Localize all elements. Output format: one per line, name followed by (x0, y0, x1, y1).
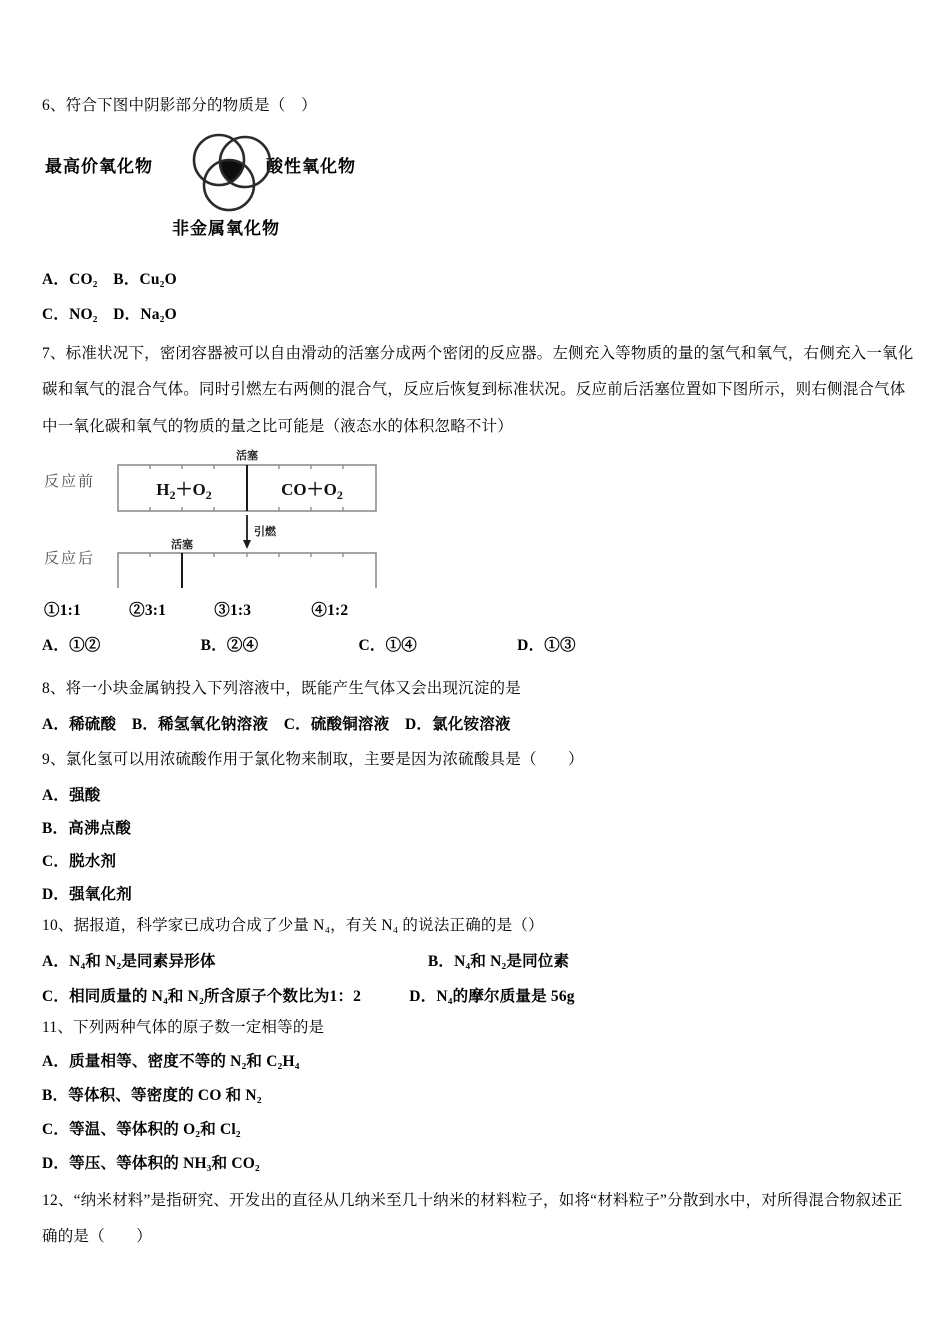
question-10-options-row-1 (42, 950, 569, 973)
question-9-stem: 9、氯化氢可以用浓硫酸作用于氯化物来制取，主要是因为浓硫酸具是（ ） (42, 751, 584, 768)
question-12-stem: 12、“纳米材料”是指研究、开发出的直径从几纳米至几十纳米的材料粒子，如将“材料粒子”分散到水中，对所得混合物叙述正确的是（ ） (42, 1192, 903, 1246)
ratio-choice-2: ②3:1 (129, 602, 167, 619)
venn-label-left: 最高价氧化物 (45, 157, 153, 177)
question-11-option-d: D．等压、等体积的 NH₃和 CO₂ (42, 1155, 260, 1172)
question-9-option-d: D．强氧化剂 (42, 886, 132, 903)
q10-option-a: A．N₄和 N₂是同素异形体 (42, 953, 216, 970)
piston-before-right-content: $CO+O_2$ (281, 480, 343, 502)
ratio-choice-4: ④1:2 (311, 602, 349, 619)
piston-before-left-content: $H_2+O_2$ (156, 480, 212, 502)
q10-option-c: C．相同质量的 N₄和 N₂所含原子个数比为1：2 (42, 988, 362, 1005)
question-6-venn-figure (0, 128, 460, 258)
ratio-choice-3: ③1:3 (214, 602, 252, 619)
q7-option-d: D．①③ (517, 637, 576, 654)
question-7-options-row (42, 634, 576, 657)
question-7-stem: 7、标准状况下，密闭容器被可以自由滑动的活塞分成两个密闭的反应器。左侧充入等物质的量的氢气和氧气，右侧充入一氧化碳和氧气的混合气体。同时引燃左右两侧的混合气，反应后恢复到标准状况。反应前后活塞位置如下图所示，则右侧混合气体中一氧化碳和氧气的物质的量之比可能是（液态水的体积忽略不计） (42, 345, 914, 435)
q10-option-d: D．N₄的摩尔质量是 56g (409, 988, 575, 1005)
venn-three-circle-diagram (182, 128, 282, 228)
question-10-options-row-2 (42, 985, 575, 1008)
venn-label-bottom: 非金属氧化物 (172, 219, 280, 239)
question-11-stem: 11、下列两种气体的原子数一定相等的是 (42, 1019, 325, 1036)
q7-option-a: A．①② (42, 637, 101, 654)
question-8-stem: 8、将一小块金属钠投入下列溶液中，既能产生气体又会出现沉淀的是 (42, 680, 521, 697)
piston-label-after: 活塞 (171, 538, 193, 551)
question-6-options-row-1: A．CO₂ B．Cu₂O (42, 271, 177, 288)
question-9-option-b: B．高沸点酸 (42, 820, 132, 837)
question-9-option-a: A．强酸 (42, 787, 101, 804)
question-10-stem: 10、据报道，科学家已成功合成了少量 N₄，有关 N₄ 的说法正确的是（） (42, 917, 544, 934)
piston-after-label: 反应后 (44, 549, 96, 567)
venn-label-right: 酸性氧化物 (266, 157, 356, 177)
piston-label-before: 活塞 (236, 449, 258, 462)
question-11-option-b: B．等体积、等密度的 CO 和 N₂ (42, 1087, 262, 1104)
ratio-choice-1: ①1:1 (44, 602, 81, 619)
question-11-option-a: A．质量相等、密度不等的 N₂和 C₂H₄ (42, 1053, 300, 1070)
question-7-piston-figure (0, 443, 470, 588)
question-6-options-row-2: C．NO₂ D．Na₂O (42, 306, 177, 323)
piston-after-container (118, 553, 376, 588)
question-6-stem: 6、符合下图中阴影部分的物质是（ ） (42, 97, 317, 114)
ignite-arrow-head (243, 540, 251, 549)
question-9-option-c: C．脱水剂 (42, 853, 117, 870)
question-7-ratio-choices (44, 599, 348, 622)
q7-option-c: C．①④ (358, 637, 417, 654)
q10-option-b: B．N₄和 N₂是同位素 (427, 953, 570, 970)
q7-option-b: B．②④ (200, 637, 259, 654)
question-8-options-row: A．稀硫酸 B．稀氢氧化钠溶液 C．硫酸铜溶液 D．氯化铵溶液 (42, 716, 511, 733)
question-11-option-c: C．等温、等体积的 O₂和 Cl₂ (42, 1121, 241, 1138)
piston-before-label: 反应前 (44, 472, 96, 490)
piston-diagram (0, 443, 470, 588)
ignite-label: 引燃 (254, 525, 276, 538)
